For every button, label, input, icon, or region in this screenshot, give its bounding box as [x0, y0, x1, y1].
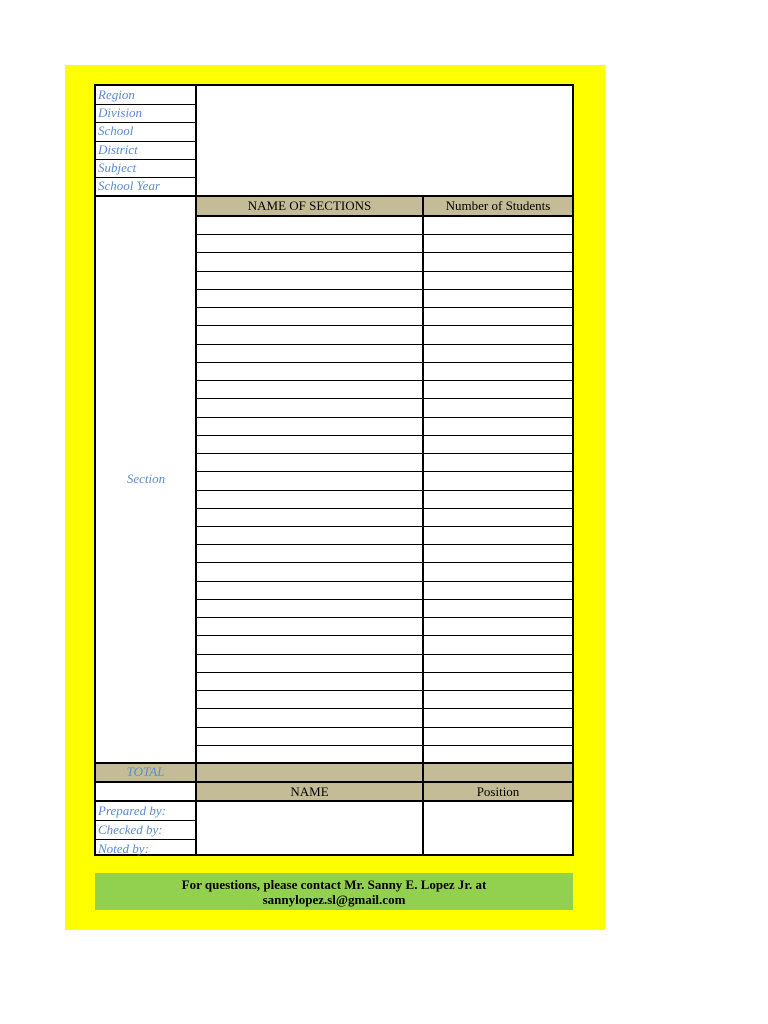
section-row-divider	[196, 252, 572, 253]
section-row-divider	[196, 234, 572, 235]
info-row-divider	[96, 159, 196, 160]
middle-column-border	[422, 195, 424, 854]
section-row-divider	[196, 708, 572, 709]
section-name-cell[interactable]	[197, 727, 422, 745]
section-row-divider	[196, 362, 572, 363]
section-row-divider	[196, 508, 572, 509]
section-row-divider	[196, 490, 572, 491]
section-name-cell[interactable]	[197, 654, 422, 672]
section-name-cell[interactable]	[197, 362, 422, 380]
section-name-cell[interactable]	[197, 581, 422, 599]
student-count-cell[interactable]	[424, 453, 572, 471]
section-name-cell[interactable]	[197, 271, 422, 289]
signatory-name-field[interactable]	[197, 802, 422, 854]
section-row-divider	[196, 544, 572, 545]
section-name-cell[interactable]	[197, 307, 422, 325]
info-row-divider	[96, 104, 196, 105]
student-count-cell[interactable]	[424, 362, 572, 380]
info-row-divider	[96, 177, 196, 178]
student-count-cell[interactable]	[424, 581, 572, 599]
section-name-cell[interactable]	[197, 562, 422, 580]
section-name-cell[interactable]	[197, 635, 422, 653]
section-name-cell[interactable]	[197, 599, 422, 617]
section-name-cell[interactable]	[197, 325, 422, 343]
section-name-cell[interactable]	[197, 708, 422, 726]
section-name-cell[interactable]	[197, 380, 422, 398]
student-count-cell[interactable]	[424, 508, 572, 526]
section-row-divider	[196, 380, 572, 381]
info-bottom-border	[96, 195, 572, 197]
total-bottom-border	[96, 781, 572, 783]
header-position: Position	[424, 783, 572, 801]
student-count-cell[interactable]	[424, 617, 572, 635]
section-name-cell[interactable]	[197, 745, 422, 763]
section-name-cell[interactable]	[197, 544, 422, 562]
student-count-cell[interactable]	[424, 745, 572, 763]
signatory-label-checked-by: Checked by:	[98, 822, 163, 837]
student-count-cell[interactable]	[424, 234, 572, 252]
student-count-cell[interactable]	[424, 271, 572, 289]
section-name-cell[interactable]	[197, 690, 422, 708]
section-name-cell[interactable]	[197, 398, 422, 416]
student-count-cell[interactable]	[424, 599, 572, 617]
section-name-cell[interactable]	[197, 508, 422, 526]
section-name-cell[interactable]	[197, 216, 422, 234]
section-row-divider	[196, 417, 572, 418]
section-name-cell[interactable]	[197, 526, 422, 544]
footer-line-2: sannylopez.sl@gmail.com	[262, 892, 406, 907]
student-count-cell[interactable]	[424, 307, 572, 325]
student-count-cell[interactable]	[424, 544, 572, 562]
section-name-cell[interactable]	[197, 252, 422, 270]
section-name-cell[interactable]	[197, 417, 422, 435]
signatory-row-divider	[96, 820, 196, 821]
section-row-divider	[196, 690, 572, 691]
section-name-cell[interactable]	[197, 453, 422, 471]
section-name-cell[interactable]	[197, 471, 422, 489]
student-count-cell[interactable]	[424, 635, 572, 653]
header-name-of-sections: NAME OF SECTIONS	[197, 197, 422, 215]
info-label-subject: Subject	[98, 159, 137, 175]
student-count-cell[interactable]	[424, 435, 572, 453]
section-name-cell[interactable]	[197, 234, 422, 252]
section-row-divider	[196, 617, 572, 618]
section-row-divider	[196, 526, 572, 527]
signatory-position-field[interactable]	[424, 802, 572, 854]
section-name-cell[interactable]	[197, 344, 422, 362]
section-row-divider	[196, 599, 572, 600]
info-row-divider	[96, 122, 196, 123]
student-count-cell[interactable]	[424, 344, 572, 362]
section-row-divider	[196, 727, 572, 728]
header-blank	[96, 783, 195, 801]
student-count-cell[interactable]	[424, 380, 572, 398]
info-label-school-year: School Year	[98, 177, 160, 193]
student-count-cell[interactable]	[424, 654, 572, 672]
section-name-cell[interactable]	[197, 289, 422, 307]
section-row-divider	[196, 289, 572, 290]
class-record-form	[94, 84, 574, 856]
section-row-divider	[196, 325, 572, 326]
student-count-cell[interactable]	[424, 490, 572, 508]
section-row-divider	[196, 562, 572, 563]
section-row-divider	[196, 635, 572, 636]
contact-footer	[95, 873, 573, 910]
student-count-cell[interactable]	[424, 471, 572, 489]
total-students-cell[interactable]	[424, 763, 572, 781]
student-count-cell[interactable]	[424, 672, 572, 690]
signatory-row-divider	[96, 839, 196, 840]
section-row-divider	[196, 471, 572, 472]
section-row-divider	[196, 307, 572, 308]
section-row-divider	[196, 271, 572, 272]
student-count-cell[interactable]	[424, 252, 572, 270]
section-row-divider	[196, 581, 572, 582]
footer-line-1: For questions, please contact Mr. Sanny E. Lopez Jr. at	[181, 877, 487, 892]
header-name: NAME	[197, 783, 422, 801]
header-number-of-students: Number of Students	[424, 197, 572, 215]
total-label-cell	[96, 763, 195, 781]
total-top-border	[96, 762, 572, 764]
total-sections-cell[interactable]	[197, 763, 422, 781]
info-label-school: School	[98, 123, 134, 139]
student-count-cell[interactable]	[424, 289, 572, 307]
section-row-divider	[196, 398, 572, 399]
info-label-region: Region	[98, 87, 135, 102]
student-count-cell[interactable]	[424, 562, 572, 580]
student-count-cell[interactable]	[424, 690, 572, 708]
student-count-cell[interactable]	[424, 216, 572, 234]
section-row-divider	[196, 453, 572, 454]
section-row-divider	[196, 344, 572, 345]
student-count-cell[interactable]	[424, 398, 572, 416]
section-name-cell[interactable]	[197, 435, 422, 453]
total-label: TOTAL	[126, 764, 165, 779]
signatory-label-noted-by: Noted by:	[98, 841, 149, 856]
header-bottom-border	[196, 215, 572, 217]
student-count-cell[interactable]	[424, 526, 572, 544]
student-count-cell[interactable]	[424, 417, 572, 435]
signatory-label-prepared-by: Prepared by:	[98, 803, 166, 818]
section-name-cell[interactable]	[197, 490, 422, 508]
section-name-cell[interactable]	[197, 617, 422, 635]
section-name-cell[interactable]	[197, 672, 422, 690]
info-label-district: District	[98, 141, 138, 157]
info-value-area[interactable]	[196, 86, 572, 195]
info-label-division: Division	[98, 105, 143, 121]
section-row-divider	[196, 745, 572, 746]
label-column-border	[195, 86, 197, 854]
info-row-divider	[96, 141, 196, 142]
student-count-cell[interactable]	[424, 325, 572, 343]
student-count-cell[interactable]	[424, 727, 572, 745]
section-row-divider	[196, 654, 572, 655]
section-row-divider	[196, 435, 572, 436]
section-label: Section	[126, 471, 166, 486]
student-count-cell[interactable]	[424, 708, 572, 726]
section-row-divider	[196, 672, 572, 673]
signatory-header-border	[96, 800, 572, 802]
